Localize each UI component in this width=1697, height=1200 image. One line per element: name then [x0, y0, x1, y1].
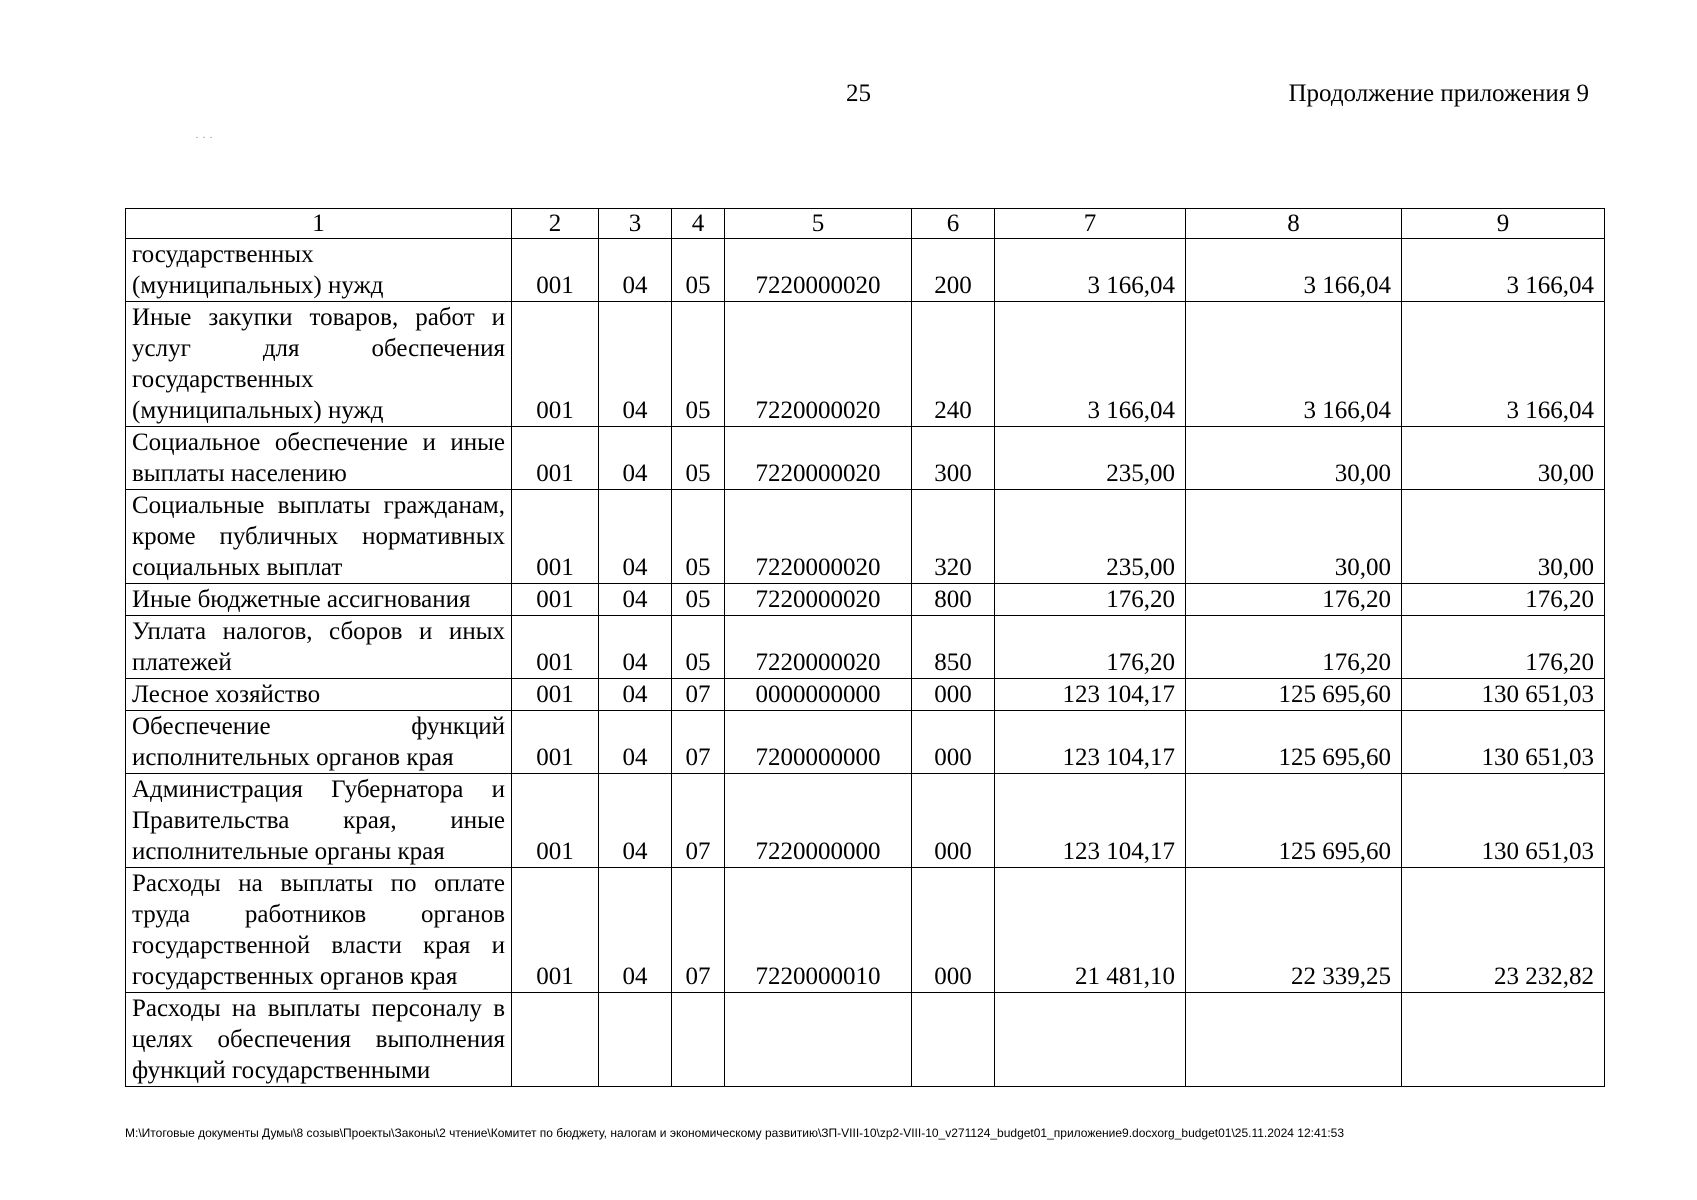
- code-cell: 0000000000: [725, 679, 912, 711]
- code-cell: 7220000020: [725, 302, 912, 427]
- table-row: [126, 993, 1605, 1087]
- amount-cell: [1186, 993, 1402, 1087]
- row-name-cell: государственных (муниципальных) нужд: [126, 239, 512, 302]
- code-cell: 001: [512, 490, 599, 584]
- code-cell: 000: [912, 774, 995, 868]
- code-cell: 07: [672, 868, 725, 993]
- amount-cell: 3 166,04: [995, 302, 1186, 427]
- row-name-cell: Социальные выплаты гражданам, кроме публичных нормативных социальных выплат: [126, 490, 512, 584]
- column-header: 3: [599, 209, 672, 239]
- amount-cell: 30,00: [1186, 427, 1402, 490]
- code-cell: 05: [672, 427, 725, 490]
- amount-cell: 3 166,04: [1186, 302, 1402, 427]
- code-cell: 7220000020: [725, 427, 912, 490]
- amount-cell: 176,20: [1402, 584, 1605, 616]
- code-cell: 05: [672, 616, 725, 679]
- code-cell: 04: [599, 584, 672, 616]
- code-cell: 05: [672, 490, 725, 584]
- code-cell: 7220000010: [725, 868, 912, 993]
- code-cell: 001: [512, 679, 599, 711]
- code-cell: 7220000020: [725, 616, 912, 679]
- column-number-row: [126, 209, 1605, 239]
- code-cell: [512, 993, 599, 1087]
- code-cell: 7220000000: [725, 774, 912, 868]
- amount-cell: 3 166,04: [1402, 239, 1605, 302]
- code-cell: 05: [672, 584, 725, 616]
- code-cell: 200: [912, 239, 995, 302]
- amount-cell: 21 481,10: [995, 868, 1186, 993]
- code-cell: 04: [599, 490, 672, 584]
- table-row: [126, 774, 1605, 868]
- table-row: [126, 679, 1605, 711]
- amount-cell: 30,00: [1186, 490, 1402, 584]
- amount-cell: 176,20: [1186, 584, 1402, 616]
- code-cell: 001: [512, 711, 599, 774]
- column-header: 1: [126, 209, 512, 239]
- amount-cell: 125 695,60: [1186, 774, 1402, 868]
- code-cell: [725, 993, 912, 1087]
- column-header: 4: [672, 209, 725, 239]
- code-cell: 001: [512, 239, 599, 302]
- code-cell: 850: [912, 616, 995, 679]
- code-cell: 001: [512, 584, 599, 616]
- amount-cell: 176,20: [995, 584, 1186, 616]
- row-name-cell: Лесное хозяйство: [126, 679, 512, 711]
- code-cell: 320: [912, 490, 995, 584]
- row-name-cell: Администрация Губернатора и Правительства края, иные исполнительные органы края: [126, 774, 512, 868]
- code-cell: 7220000020: [725, 584, 912, 616]
- amount-cell: [1402, 993, 1605, 1087]
- amount-cell: 30,00: [1402, 490, 1605, 584]
- row-name-cell: Расходы на выплаты персоналу в целях обеспечения выполнения функций государственными: [126, 993, 512, 1087]
- code-cell: 000: [912, 711, 995, 774]
- column-header: 7: [995, 209, 1186, 239]
- row-name-cell: Обеспечение функций исполнительных органов края: [126, 711, 512, 774]
- table-row: [126, 584, 1605, 616]
- code-cell: 07: [672, 679, 725, 711]
- row-name-cell: Социальное обеспечение и иные выплаты населению: [126, 427, 512, 490]
- amount-cell: 123 104,17: [995, 711, 1186, 774]
- budget-table: [125, 208, 1605, 1087]
- code-cell: [672, 993, 725, 1087]
- code-cell: 001: [512, 868, 599, 993]
- table-row: [126, 490, 1605, 584]
- code-cell: 04: [599, 427, 672, 490]
- amount-cell: 3 166,04: [1402, 302, 1605, 427]
- amount-cell: 3 166,04: [995, 239, 1186, 302]
- code-cell: 000: [912, 868, 995, 993]
- scan-specks: · · ·: [195, 130, 213, 144]
- appendix-caption: Продолжение приложения 9: [1288, 80, 1589, 107]
- code-cell: 07: [672, 711, 725, 774]
- code-cell: 05: [672, 239, 725, 302]
- code-cell: 04: [599, 616, 672, 679]
- amount-cell: 130 651,03: [1402, 774, 1605, 868]
- amount-cell: 130 651,03: [1402, 711, 1605, 774]
- row-name-cell: Иные бюджетные ассигнования: [126, 584, 512, 616]
- table-row: [126, 239, 1605, 302]
- amount-cell: 235,00: [995, 427, 1186, 490]
- table-row: [126, 616, 1605, 679]
- amount-cell: 22 339,25: [1186, 868, 1402, 993]
- column-header: 5: [725, 209, 912, 239]
- row-name-cell: Уплата налогов, сборов и иных платежей: [126, 616, 512, 679]
- amount-cell: 3 166,04: [1186, 239, 1402, 302]
- amount-cell: 123 104,17: [995, 679, 1186, 711]
- amount-cell: 176,20: [995, 616, 1186, 679]
- column-header: 6: [912, 209, 995, 239]
- code-cell: 04: [599, 302, 672, 427]
- amount-cell: 176,20: [1186, 616, 1402, 679]
- code-cell: 07: [672, 774, 725, 868]
- column-header: 2: [512, 209, 599, 239]
- code-cell: 300: [912, 427, 995, 490]
- amount-cell: 130 651,03: [1402, 679, 1605, 711]
- table-row: [126, 868, 1605, 993]
- amount-cell: 30,00: [1402, 427, 1605, 490]
- amount-cell: [995, 993, 1186, 1087]
- row-name-cell: Расходы на выплаты по оплате труда работников органов государственной власти края и государственных органов края: [126, 868, 512, 993]
- code-cell: [912, 993, 995, 1087]
- code-cell: 05: [672, 302, 725, 427]
- code-cell: 7220000020: [725, 239, 912, 302]
- code-cell: 240: [912, 302, 995, 427]
- table-row: [126, 302, 1605, 427]
- code-cell: 001: [512, 774, 599, 868]
- code-cell: 001: [512, 616, 599, 679]
- amount-cell: 125 695,60: [1186, 679, 1402, 711]
- row-name-cell: Иные закупки товаров, работ и услуг для обеспечения государственных (муниципальных) нужд: [126, 302, 512, 427]
- table-row: [126, 711, 1605, 774]
- code-cell: 04: [599, 679, 672, 711]
- code-cell: 04: [599, 868, 672, 993]
- code-cell: 04: [599, 239, 672, 302]
- amount-cell: 235,00: [995, 490, 1186, 584]
- amount-cell: 23 232,82: [1402, 868, 1605, 993]
- amount-cell: 125 695,60: [1186, 711, 1402, 774]
- code-cell: 04: [599, 774, 672, 868]
- page-number: 25: [846, 80, 871, 107]
- file-path-footer: M:\Итоговые документы Думы\8 созыв\Проекты\Законы\2 чтение\Комитет по бюджету, налогам и экономическому развитию\ЗП-VIII-10\zp2-VIII-10_v271124_budget01_приложение9.docxorg_budget01\25.11.2024 12:41:53: [125, 1126, 1345, 1140]
- amount-cell: 123 104,17: [995, 774, 1186, 868]
- code-cell: 001: [512, 427, 599, 490]
- column-header: 9: [1402, 209, 1605, 239]
- code-cell: 7200000000: [725, 711, 912, 774]
- code-cell: 000: [912, 679, 995, 711]
- column-header: 8: [1186, 209, 1402, 239]
- code-cell: [599, 993, 672, 1087]
- code-cell: 7220000020: [725, 490, 912, 584]
- code-cell: 800: [912, 584, 995, 616]
- amount-cell: 176,20: [1402, 616, 1605, 679]
- code-cell: 04: [599, 711, 672, 774]
- table-row: [126, 427, 1605, 490]
- code-cell: 001: [512, 302, 599, 427]
